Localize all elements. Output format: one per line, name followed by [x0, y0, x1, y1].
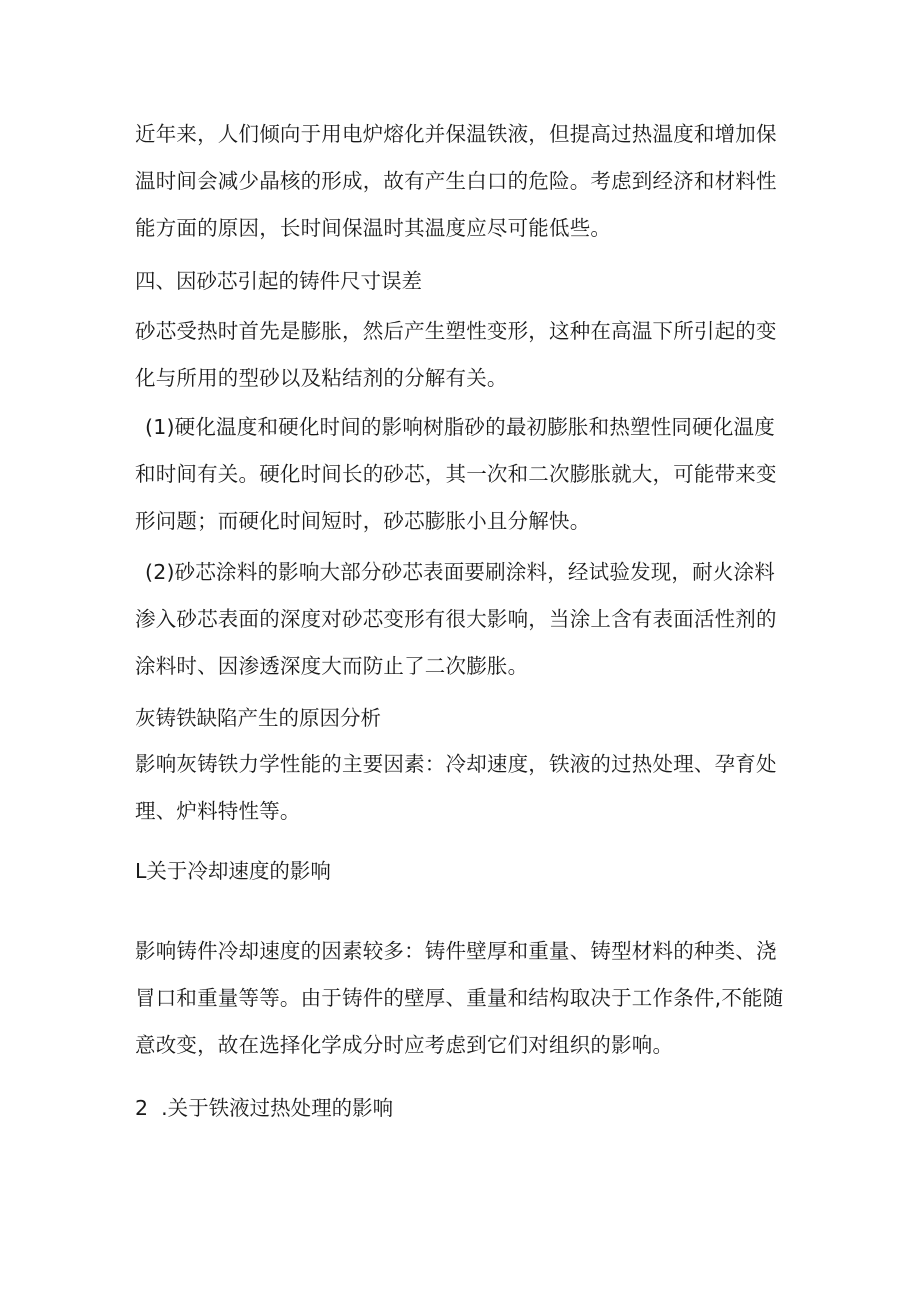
paragraph-hardening-effect: (1)硬化温度和硬化时间的影响树脂砂的最初膨胀和热塑性同硬化温度和时间有关。硬化时间长的砂芯，其一次和二次膨胀就大，可能带来变形问题；而硬化时间短时，砂芯膨胀小且分解快。: [135, 415, 777, 533]
paragraph-core-expansion: 砂芯受热时首先是膨胀，然后产生塑性变形，这种在高温下所引起的变化与所用的型砂以及粘结剂的分解有关。: [135, 319, 777, 390]
subheading-cooling-speed: L关于冷却速度的影响: [135, 859, 331, 883]
section-heading-gray-iron-defects: 灰铸铁缺陷产生的原因分析: [135, 706, 381, 730]
paragraph-cooling-factors: 影响铸件冷却速度的因素较多：铸件壁厚和重量、铸型材料的种类、浇冒口和重量等等。由于铸件的壁厚、重量和结构取决于工作条件,不能随意改变，故在选择化学成分时应考虑到它们对组织的影响。: [135, 939, 784, 1057]
paragraph-coating-effect: (2)砂芯涂料的影响大部分砂芯表面要刷涂料，经试验发现，耐火涂料渗入砂芯表面的深度对砂芯变形有很大影响，当涂上含有表面活性剂的涂料时、因渗透深度大而防止了二次膨胀。: [135, 560, 777, 678]
paragraph-main-factors: 影响灰铸铁力学性能的主要因素：冷却速度，铁液的过热处理、孕育处理、炉料特性等。: [135, 752, 777, 823]
subheading-overheating: 2 .关于铁液过热处理的影响: [135, 1096, 394, 1120]
paragraph-melting-holding: 近年来，人们倾向于用电炉熔化并保温铁液，但提高过热温度和增加保温时间会减少晶核的形成，故有产生白口的危险。考虑到经济和材料性能方面的原因，长时间保温时其温度应尽可能低些。: [135, 122, 777, 240]
section-heading-core-errors: 四、因砂芯引起的铸件尺寸误差: [135, 269, 422, 293]
